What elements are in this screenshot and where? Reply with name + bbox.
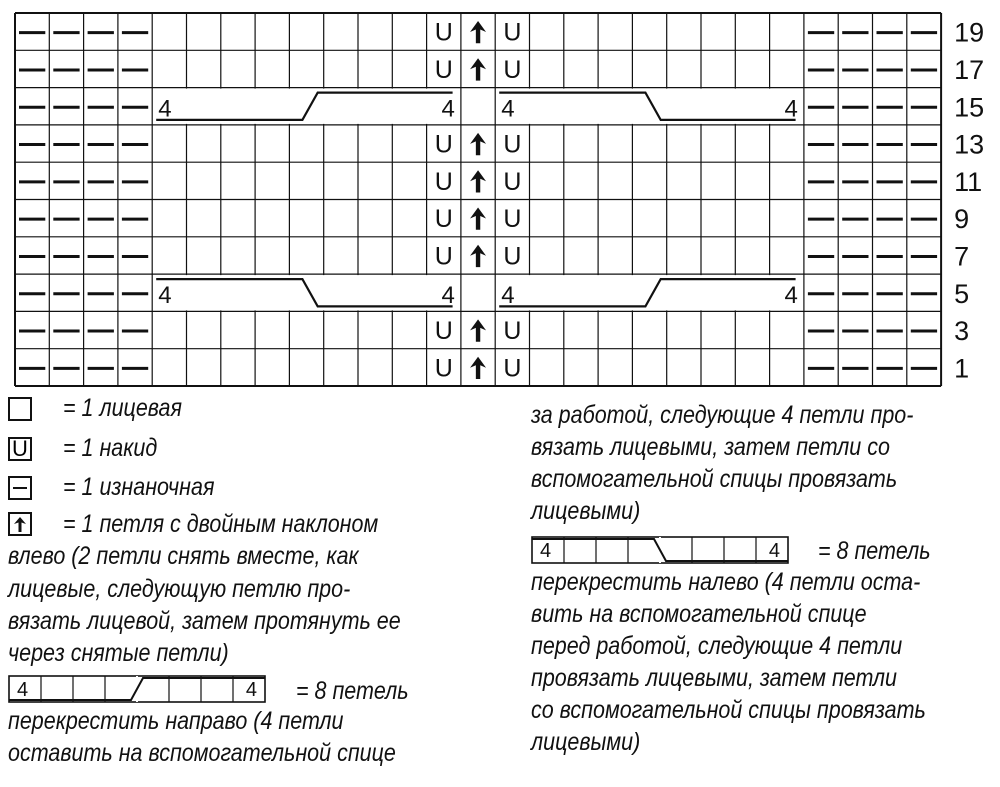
legend-double-decrease-line-1: = 1 петля с двойным наклоном bbox=[63, 510, 379, 538]
purl-symbol-box bbox=[8, 476, 32, 500]
cable-stitch-count: 4 bbox=[501, 281, 515, 309]
double-decrease-arrow-icon bbox=[470, 319, 486, 341]
yo-symbol: U bbox=[503, 130, 522, 159]
yo-symbol: U bbox=[503, 18, 522, 47]
yo-symbol: U bbox=[503, 205, 522, 234]
row-number: 19 bbox=[954, 17, 985, 48]
cable-symbol-count: 4 bbox=[245, 679, 257, 701]
legend-cable-left-line-6: со вспомогательной спицы провязать bbox=[531, 696, 926, 724]
knit-symbol-box bbox=[8, 397, 32, 421]
double-decrease-arrow-icon bbox=[470, 245, 486, 267]
legend-yo: = 1 накид bbox=[63, 434, 158, 462]
legend-cable-left-line-2: перекрестить налево (4 петли оста- bbox=[531, 568, 921, 596]
cable-stitch-count: 4 bbox=[158, 95, 172, 123]
legend-cable-left-line-4: перед работой, следующие 4 петли bbox=[531, 632, 903, 660]
cable-stitch-count: 4 bbox=[441, 95, 455, 123]
row-number: 15 bbox=[954, 92, 985, 123]
row-number: 3 bbox=[954, 316, 970, 347]
legend-cable-right-line-3: оставить на вспомогательной спице bbox=[8, 739, 396, 767]
yo-symbol: U bbox=[503, 242, 522, 271]
double-decrease-arrow-icon bbox=[470, 21, 486, 43]
yo-symbol: U bbox=[434, 55, 453, 84]
cable-symbol-count: 4 bbox=[768, 540, 780, 562]
yo-symbol: U bbox=[434, 167, 453, 196]
cable-stitch-count: 4 bbox=[784, 281, 798, 309]
double-decrease-arrow-icon bbox=[470, 58, 486, 80]
row-number: 13 bbox=[954, 129, 985, 160]
row-number: 11 bbox=[954, 166, 983, 197]
yo-symbol-box: U bbox=[8, 437, 32, 461]
yo-symbol: U bbox=[503, 167, 522, 196]
cable-stitch-count: 4 bbox=[784, 95, 798, 123]
row-number: 5 bbox=[954, 278, 970, 309]
legend-double-decrease-line-4: вязать лицевой, затем протянуть ее bbox=[8, 607, 401, 635]
yo-symbol: U bbox=[434, 317, 453, 346]
double-decrease-arrow-icon bbox=[470, 133, 486, 155]
legend-cable-right-line-7: лицевыми) bbox=[531, 497, 641, 525]
purl-dash-icon bbox=[13, 487, 27, 489]
legend-cable-left-line-7: лицевыми) bbox=[531, 728, 641, 756]
row-number: 9 bbox=[954, 204, 970, 235]
legend-cable-right-line-2: перекрестить направо (4 петли bbox=[8, 707, 344, 735]
legend-cable-right-line-5: вязать лицевыми, затем петли со bbox=[531, 433, 890, 461]
cable-symbol-count: 4 bbox=[17, 679, 29, 701]
yo-symbol: U bbox=[503, 55, 522, 84]
legend-purl: = 1 изнаночная bbox=[63, 473, 215, 501]
legend-cable-left-line-5: провязать лицевыми, затем петли bbox=[531, 664, 898, 692]
cable-right-symbol bbox=[8, 674, 278, 704]
yo-symbol: U bbox=[434, 205, 453, 234]
legend-cable-left-line-3: вить на вспомогательной спице bbox=[531, 600, 867, 628]
cable-stitch-count: 4 bbox=[158, 281, 172, 309]
double-decrease-arrow-icon bbox=[470, 208, 486, 230]
yo-symbol: U bbox=[434, 18, 453, 47]
row-number: 7 bbox=[954, 241, 970, 272]
row-number: 17 bbox=[954, 54, 985, 85]
legend-knit: = 1 лицевая bbox=[63, 394, 182, 422]
yo-symbol: U bbox=[434, 242, 453, 271]
legend-double-decrease-line-3: лицевые, следующую петлю про- bbox=[8, 575, 351, 603]
double-decrease-arrow-icon bbox=[470, 357, 486, 379]
legend-double-decrease-line-5: через снятые петли) bbox=[8, 639, 229, 667]
cable-stitch-count: 4 bbox=[441, 281, 455, 309]
double-decrease-arrow-icon bbox=[10, 514, 30, 534]
legend-cable-right-line-6: вспомогательной спицы провязать bbox=[531, 465, 898, 493]
double-decrease-arrow-icon bbox=[470, 170, 486, 192]
legend-double-decrease-line-2: влево (2 петли снять вместе, как bbox=[8, 542, 359, 570]
row-number: 1 bbox=[954, 353, 970, 384]
cable-left-symbol bbox=[531, 535, 801, 565]
cable-symbol-count: 4 bbox=[540, 540, 552, 562]
legend-cable-right-line-4: за работой, следующие 4 петли про- bbox=[531, 401, 914, 429]
legend-cable-right-line-1: = 8 петель bbox=[296, 677, 409, 705]
cable-stitch-count: 4 bbox=[501, 95, 515, 123]
yo-symbol: U bbox=[434, 130, 453, 159]
double-decrease-symbol-box bbox=[8, 512, 32, 536]
yo-symbol: U bbox=[503, 317, 522, 346]
legend-cable-left-line-1: = 8 петель bbox=[818, 537, 931, 565]
yo-symbol: U bbox=[434, 354, 453, 383]
yo-symbol: U bbox=[503, 354, 522, 383]
